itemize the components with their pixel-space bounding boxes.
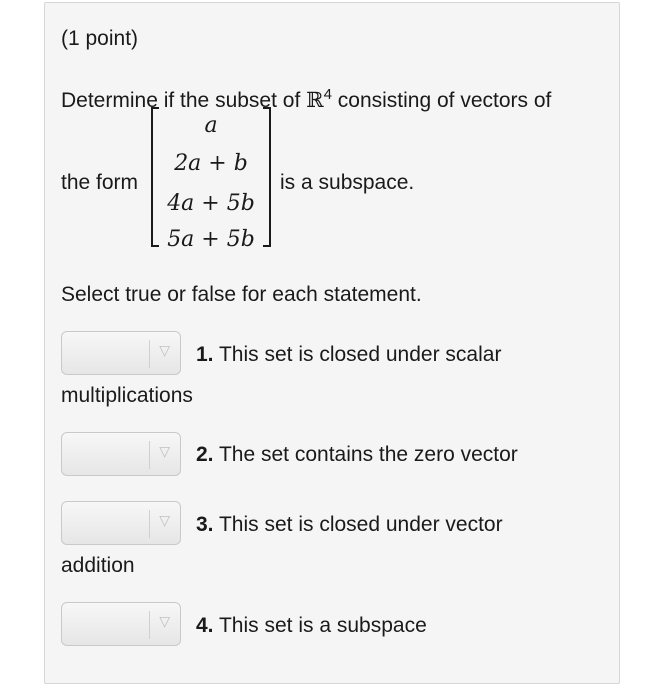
statement-3-label: This set is closed under vector xyxy=(218,513,503,536)
problem-panel xyxy=(44,2,620,684)
statement-1-text xyxy=(196,343,501,367)
vector-entry-2: 2a + b xyxy=(174,151,248,176)
chevron-down-icon: ▽ xyxy=(159,614,170,630)
select-separator xyxy=(149,611,150,639)
space-symbol: ℝ xyxy=(306,88,324,112)
question-intro-tail: consisting of vectors of xyxy=(337,89,552,112)
space-dimension: 4 xyxy=(323,86,332,103)
form-tail: is a subspace. xyxy=(280,171,415,194)
statement-2-text xyxy=(196,443,518,467)
statement-1-select[interactable] xyxy=(61,331,181,375)
statement-2-number: 2. xyxy=(196,443,214,466)
statement-2-label: The set contains the zero vector xyxy=(218,443,518,466)
vector-matrix xyxy=(151,107,271,247)
statement-1-continuation: multiplications xyxy=(61,384,193,407)
statement-3-select[interactable] xyxy=(61,501,181,545)
points-label: (1 point) xyxy=(61,27,139,50)
statement-2-select[interactable] xyxy=(61,432,181,476)
select-separator xyxy=(149,510,150,538)
statement-4-label: This set is a subspace xyxy=(218,614,427,637)
chevron-down-icon: ▽ xyxy=(159,513,170,529)
select-separator xyxy=(149,441,150,469)
instruction-text: Select true or false for each statement. xyxy=(61,283,422,306)
select-separator xyxy=(149,340,150,368)
statement-4-select[interactable] xyxy=(61,602,181,646)
statement-4-number: 4. xyxy=(196,614,214,637)
statement-1-label: This set is closed under scalar xyxy=(218,343,502,366)
statement-3-number: 3. xyxy=(196,513,214,536)
statement-4-text xyxy=(196,614,427,638)
vector-entry-1: a xyxy=(204,113,218,138)
question-line-1 xyxy=(61,83,551,113)
statement-3-text xyxy=(196,513,503,537)
statement-1-number: 1. xyxy=(196,343,214,366)
form-lead: the form xyxy=(61,171,139,194)
chevron-down-icon: ▽ xyxy=(159,444,170,460)
vector-entry-4: 5a + 5b xyxy=(167,227,255,252)
statement-3-continuation: addition xyxy=(61,554,135,577)
chevron-down-icon: ▽ xyxy=(159,343,170,359)
vector-entry-3: 4a + 5b xyxy=(167,191,255,216)
question-intro: Determine if the subset of xyxy=(61,89,301,112)
